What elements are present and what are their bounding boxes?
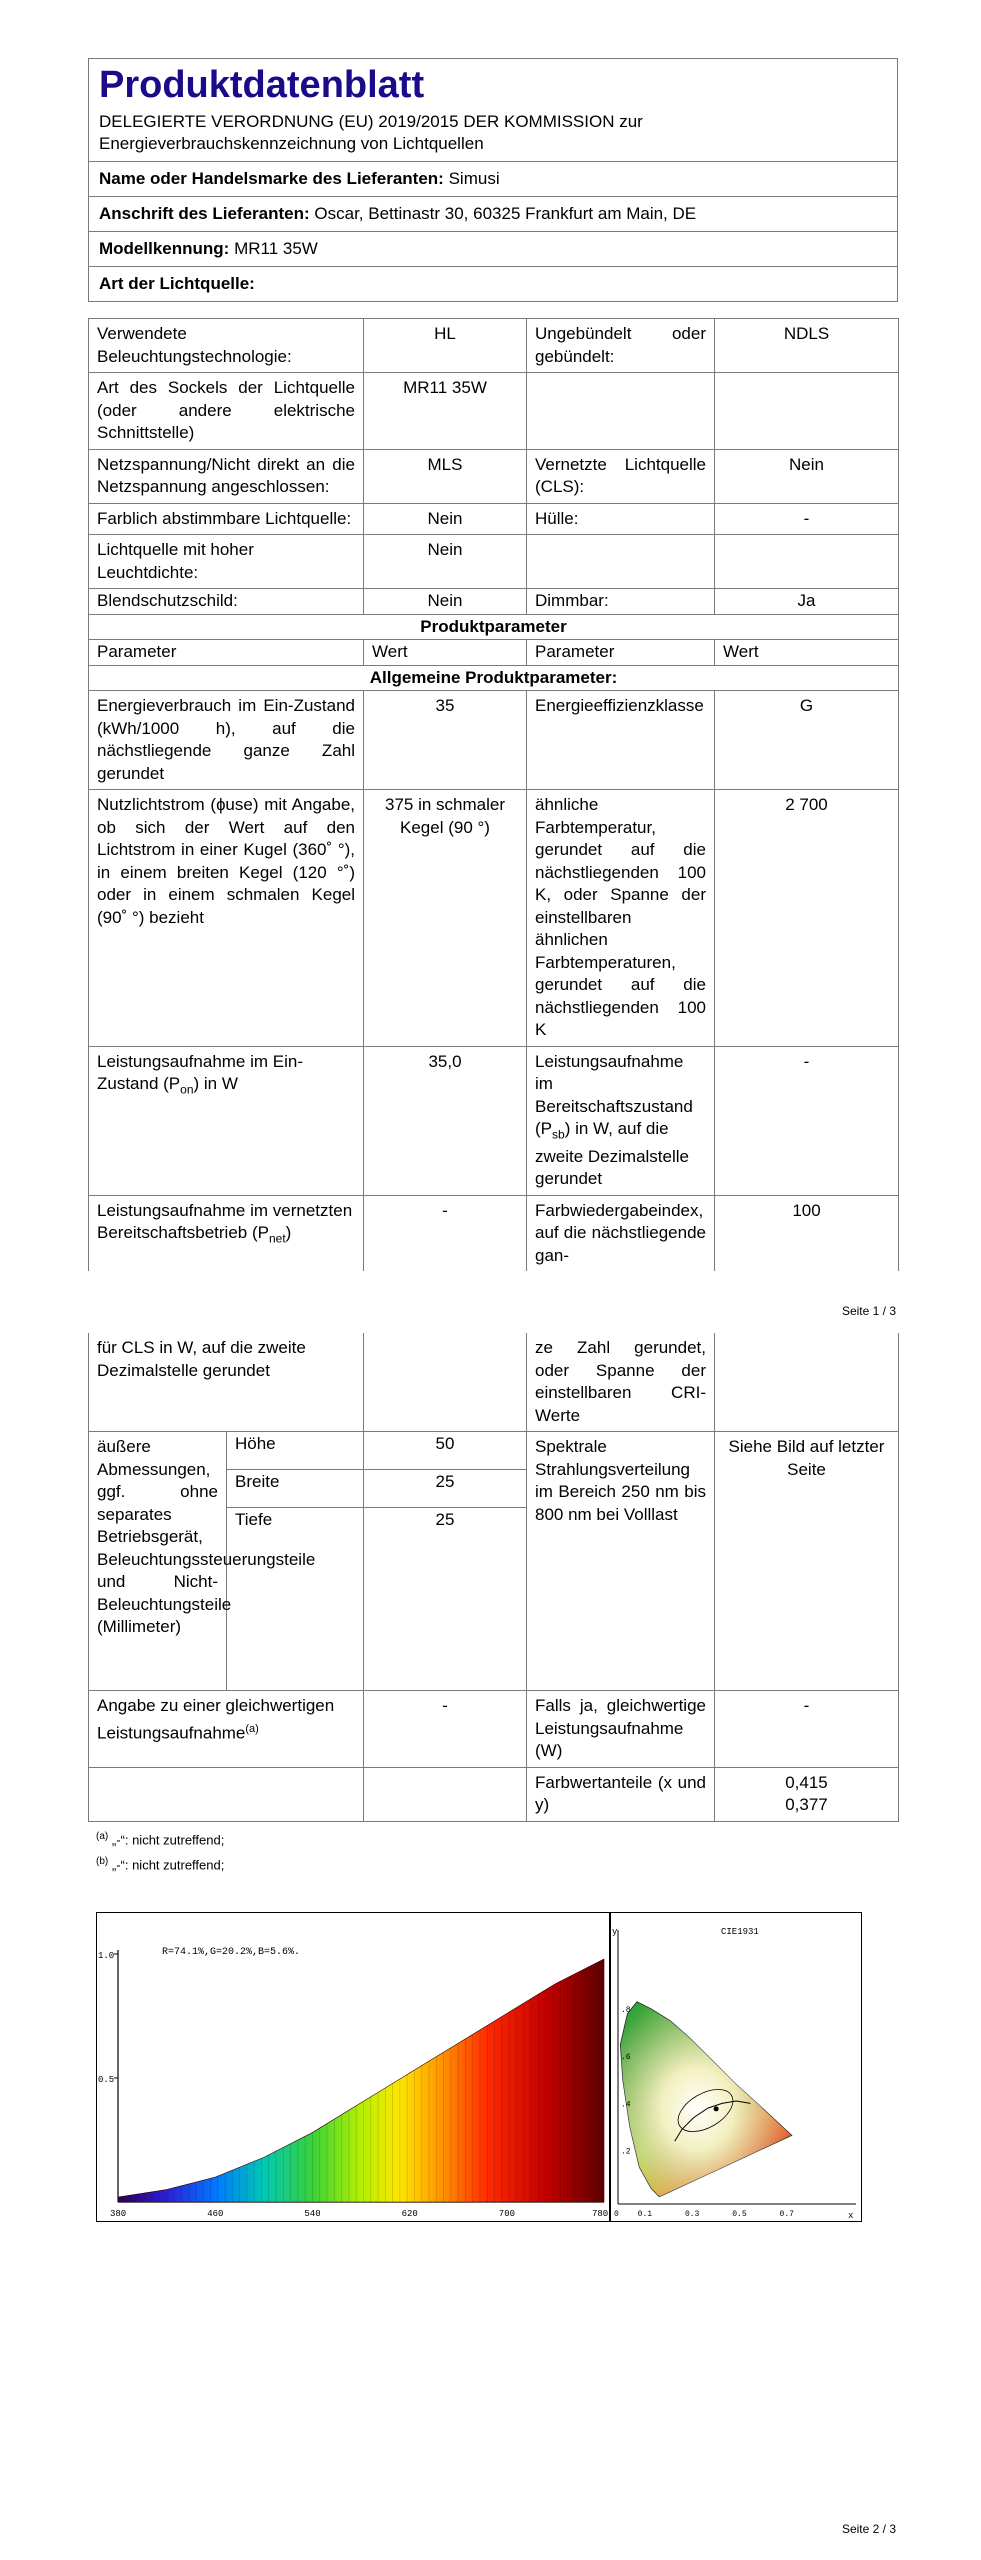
dimension-name: Breite: [227, 1470, 364, 1508]
brand-label: Name oder Handelsmarke des Lieferanten:: [99, 169, 444, 188]
table-row: [89, 535, 899, 589]
param-value: [715, 535, 899, 589]
page1-table: [88, 318, 899, 1271]
section-row: [89, 665, 899, 691]
x-tick-label: 620: [401, 2209, 418, 2219]
header-box: [88, 58, 898, 302]
param-value: NDLS: [715, 319, 899, 373]
dimension-name: Tiefe: [227, 1508, 364, 1691]
cie-y-tick-label: .6: [621, 2053, 631, 2063]
cie-ylabel: y: [612, 1927, 618, 1937]
dimension-value: 50: [364, 1432, 527, 1470]
chromaticity-point: [714, 2106, 719, 2111]
param-value: Nein: [364, 589, 527, 615]
param-label: Spektrale Strahlungsverteilung im Bereich 250 nm bis 800 nm bei Volllast: [527, 1432, 715, 1691]
param-label: ähnliche Farbtemperatur, gerundet auf die nächstliegenden 100 K, oder Spanne der einstellbaren ähnlichen Farbtemperaturen, gerundet auf die nächstliegenden 100 K: [527, 790, 715, 1047]
footnote: $^{(b)}$ „-“: nicht zutreffend;: [96, 1856, 225, 1873]
param-value: [364, 1333, 527, 1432]
param-label: Verwendete Beleuchtungstechnologie:: [89, 319, 364, 373]
param-label: Farbwiedergabeindex, auf die nächstliegende gan-: [527, 1195, 715, 1271]
type-label: Art der Lichtquelle:: [99, 274, 255, 293]
model-value: MR11 35W: [234, 239, 318, 258]
x-tick-label: 540: [304, 2209, 321, 2219]
param-label: Farbwertanteile (x und y): [527, 1767, 715, 1821]
table-row: [89, 373, 899, 450]
chroma-y: 0,377: [785, 1795, 828, 1814]
param-value: -: [715, 503, 899, 535]
dimension-value: 25: [364, 1508, 527, 1691]
param-label: Farblich abstimmbare Lichtquelle:: [89, 503, 364, 535]
param-label: Leistungsaufnahme im Bereitschaftszustand $(P_{sb})$ in W, auf die zweite Dezimalstelle gerundet: [527, 1046, 715, 1195]
param-label: Leistungsaufnahme im Ein-Zustand $(P_{on})$ in W: [89, 1046, 364, 1195]
column-header: Parameter: [89, 640, 364, 666]
header-row: [89, 640, 899, 666]
model-label: Modellkennung:: [99, 239, 230, 258]
param-value: Siehe Bild auf letzter Seite: [715, 1432, 899, 1691]
page2-table: [88, 1333, 899, 1822]
spectrum-figure: [96, 1912, 862, 2222]
param-label: Angabe zu einer gleichwertigen Leistungsaufnahme$^{(a)}$: [89, 1691, 364, 1768]
supplier-address-row: [89, 196, 897, 231]
param-label: Blendschutzschild:: [89, 589, 364, 615]
param-value: [715, 1333, 899, 1432]
dimensions-label: äußere Abmessungen, ggf. ohne separates Betriebsgerät, Beleuchtungssteuerungsteile und Nicht-Beleuchtungsteile (Millimeter): [89, 1432, 227, 1691]
x-tick-label: 380: [110, 2209, 127, 2219]
param-label: Nutzlichtstrom (ɸuse) mit Angabe, ob sich der Wert auf den Lichtstrom in einer Kugel (360˚ °), in einem breiten Kegel (120 °˚) oder in einem schmalen Kegel (90˚ °) bezieht: [89, 790, 364, 1047]
table-row: [89, 449, 899, 503]
section-title: Produktparameter: [89, 614, 899, 640]
param-value: 35: [364, 691, 527, 790]
regulation-text: DELEGIERTE VERORDNUNG (EU) 2019/2015 DER KOMMISSION zur Energieverbrauchskennzeichnung von Lichtquellen: [99, 112, 643, 153]
param-value: Nein: [364, 535, 527, 589]
param-value: 375 in schmaler Kegel (90 °): [364, 790, 527, 1047]
footnotes: [96, 1826, 224, 1877]
param-label: [89, 1767, 364, 1821]
param-label: Energieverbrauch im Ein-Zustand (kWh/1000 h), auf die nächstliegende ganze Zahl gerundet: [89, 691, 364, 790]
param-value: Nein: [364, 503, 527, 535]
table-row: [89, 589, 899, 615]
table-row: [89, 1691, 899, 1768]
table-row: [89, 319, 899, 373]
param-label: [527, 373, 715, 450]
param-value: MLS: [364, 449, 527, 503]
footnote: $^{(a)}$ „-“: nicht zutreffend;: [96, 1831, 225, 1848]
cie-y-tick-label: .4: [621, 2100, 631, 2110]
model-row: [89, 231, 897, 266]
param-value: -: [715, 1046, 899, 1195]
param-label: für CLS in W, auf die zweite Dezimalstelle gerundet: [89, 1333, 364, 1432]
param-label: Energieeffizienzklasse: [527, 691, 715, 790]
cie-y-tick-label: .2: [621, 2147, 631, 2157]
table-row: [89, 1767, 899, 1821]
param-label: [527, 535, 715, 589]
x-tick-label: 700: [498, 2209, 516, 2219]
dimension-name: Höhe: [227, 1432, 364, 1470]
address-value: Oscar, Bettinastr 30, 60325 Frankfurt am Main, DE: [314, 204, 697, 223]
column-header: Wert: [364, 640, 527, 666]
brand-value: Simusi: [448, 169, 500, 188]
cie-xlabel: x: [848, 2211, 854, 2221]
x-tick-label: 460: [207, 2209, 224, 2219]
column-header: Wert: [715, 640, 899, 666]
supplier-brand-row: [89, 161, 897, 196]
param-label: Netzspannung/Nicht direkt an die Netzspannung angeschlossen:: [89, 449, 364, 503]
param-value: 35,0: [364, 1046, 527, 1195]
y-tick-label: 1.0: [98, 1951, 115, 1961]
param-label: Falls ja, gleichwertige Leistungsaufnahme (W): [527, 1691, 715, 1768]
param-value: Ja: [715, 589, 899, 615]
table-row: [89, 691, 899, 790]
param-value: HL: [364, 319, 527, 373]
param-value: [364, 1767, 527, 1821]
rgb-annotation: R=74.1%,G=20.2%,B=5.6%.: [162, 1947, 301, 1958]
cie-title: CIE1931: [721, 1927, 759, 1937]
page-number: Seite 1 / 3: [841, 1304, 896, 1318]
param-label: Art des Sockels der Lichtquelle (oder andere elektrische Schnittstelle): [89, 373, 364, 450]
param-label: Ungebündelt oder gebündelt:: [527, 319, 715, 373]
dimension-value: 25: [364, 1470, 527, 1508]
table-row: [89, 790, 899, 1047]
cie-x-tick-label: 0.3: [684, 2210, 700, 2219]
column-header: Parameter: [527, 640, 715, 666]
table-row: [89, 1195, 899, 1271]
cie-x-tick-label: 0: [614, 2210, 619, 2219]
param-value: -: [364, 1691, 527, 1768]
param-label: ze Zahl gerundet, oder Spanne der einstellbaren CRI-Werte: [527, 1333, 715, 1432]
table-row: [89, 1333, 899, 1432]
param-value: -: [715, 1691, 899, 1768]
param-label: Hülle:: [527, 503, 715, 535]
y-tick-label: 0.5: [98, 2075, 115, 2085]
page-title: Produktdatenblatt: [99, 64, 425, 106]
section-row: [89, 614, 899, 640]
cie-x-tick-label: 0.5: [732, 2210, 747, 2219]
param-label: Vernetzte Lichtquelle (CLS):: [527, 449, 715, 503]
param-value: G: [715, 691, 899, 790]
param-value: 100: [715, 1195, 899, 1271]
table-row: [89, 1046, 899, 1195]
cie-y-tick-label: .8: [621, 2005, 631, 2015]
param-value: Nein: [715, 449, 899, 503]
chroma-x: 0,415: [785, 1772, 828, 1792]
cie-x-tick-label: 0.1: [637, 2210, 653, 2219]
type-row: [89, 266, 897, 301]
param-value: MR11 35W: [364, 373, 527, 450]
param-value: 2 700: [715, 790, 899, 1047]
table-row: [89, 1432, 899, 1470]
param-value: [715, 373, 899, 450]
cie-x-tick-label: 0.7: [779, 2210, 794, 2219]
param-label: Lichtquelle mit hoher Leuchtdichte:: [89, 535, 364, 589]
page-number: Seite 2 / 3: [841, 2522, 896, 2536]
param-value: -: [364, 1195, 527, 1271]
address-label: Anschrift des Lieferanten:: [99, 204, 310, 223]
param-label: Leistungsaufnahme im vernetzten Bereitschaftsbetrieb $(P_{net})$: [89, 1195, 364, 1271]
param-value: [715, 1767, 899, 1821]
section-title: Allgemeine Produktparameter:: [89, 665, 899, 691]
param-label: Dimmbar:: [527, 589, 715, 615]
x-tick-label: 780: [592, 2209, 609, 2219]
table-row: [89, 503, 899, 535]
